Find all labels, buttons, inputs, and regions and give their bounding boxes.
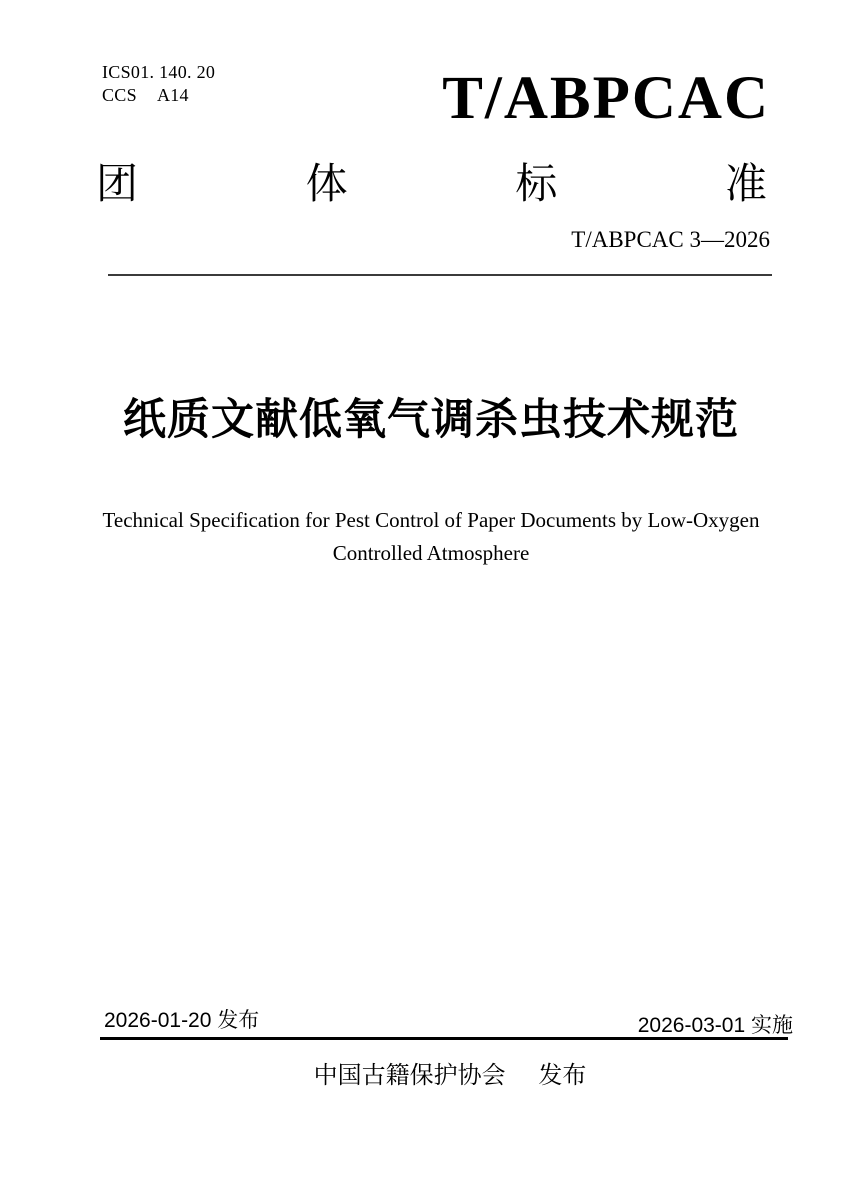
publisher-line [50,1062,850,1090]
document-title-chinese: 纸质文献低氧气调杀虫技术规范 [123,396,739,444]
standard-type-char-3: 标 [515,160,558,207]
standard-number: T/ABPCAC 3—2026 [571,227,770,252]
document-title-english-line1: Technical Specification for Pest Control of Paper Documents by Low-Oxygen [102,508,760,532]
footer-divider-line [100,1037,788,1040]
document-title-english [12,504,850,570]
document-title-english-line2: Controlled Atmosphere [332,541,530,565]
standard-type-char-4: 准 [724,160,767,207]
header-divider-line [108,274,772,276]
ccs-value: A14 [156,85,189,105]
ccs-code [102,84,215,107]
standard-type-char-2: 体 [305,160,348,207]
classification-codes [102,61,215,107]
ics-code: ICS01. 140. 20 [102,62,216,82]
standard-type-title [96,162,767,206]
standard-type-char-1: 团 [96,160,139,207]
publisher-name: 中国古籍保护协会 [313,1062,506,1089]
organization-code: T/ABPCAC [442,65,770,132]
ccs-label: CCS [102,85,137,105]
release-date: 2026-01-20 发布 [104,1009,260,1032]
publish-label: 发布 [538,1062,587,1089]
implementation-date: 2026-03-01 实施 [637,1014,793,1037]
